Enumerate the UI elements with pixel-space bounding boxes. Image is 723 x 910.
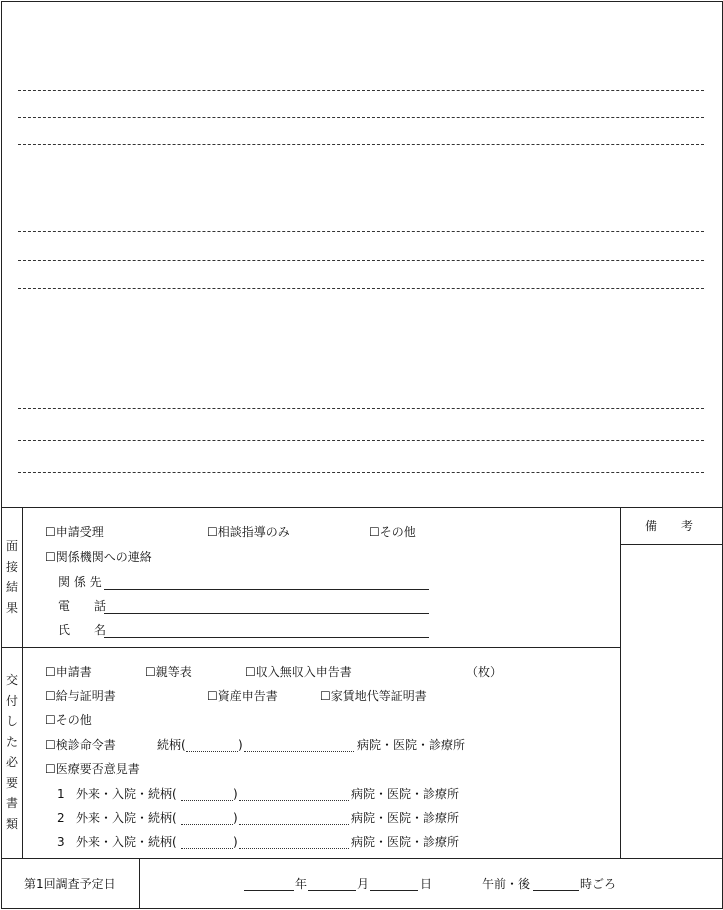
- opinion-hospital-types: 病院・医院・診療所: [351, 787, 460, 801]
- opinion-item-number: 2: [57, 811, 65, 825]
- exam-hospital-field[interactable]: [244, 751, 354, 752]
- opinion-relation-close: ): [233, 835, 238, 849]
- remarks-field[interactable]: [621, 545, 722, 858]
- agency-liaison-checkbox[interactable]: ☐ 関係機関への連絡: [45, 550, 152, 564]
- first-survey-date-label: 第1回調査予定日: [24, 877, 116, 891]
- note-line: [18, 440, 704, 441]
- opinion-relation-close: ): [233, 787, 238, 801]
- opinion-relation-field[interactable]: [181, 848, 233, 849]
- note-line: [18, 90, 704, 91]
- salary-certificate-checkbox[interactable]: ☐ 給与証明書: [45, 689, 116, 703]
- name-label: 氏 名: [58, 623, 107, 637]
- year-field[interactable]: [244, 890, 294, 891]
- divider: [1, 507, 723, 508]
- note-line: [18, 260, 704, 261]
- other-document-checkbox[interactable]: ☐ その他: [45, 713, 92, 727]
- divider: [22, 507, 23, 859]
- note-line: [18, 408, 704, 409]
- opinion-hospital-field[interactable]: [239, 800, 349, 801]
- year-label: 年: [295, 877, 308, 891]
- note-line: [18, 144, 704, 145]
- medical-opinion-checkbox[interactable]: ☐ 医療要否意見書: [45, 762, 140, 776]
- divider: [1, 647, 621, 648]
- remarks-heading: 備 考: [645, 519, 694, 533]
- am-pm-label: 午前・後: [482, 877, 531, 891]
- documents-heading: 交 付 し た 必 要 書 類: [5, 673, 18, 831]
- opinion-relation-field[interactable]: [181, 800, 233, 801]
- note-line: [18, 288, 704, 289]
- day-label: 日: [420, 877, 433, 891]
- opinion-hospital-field[interactable]: [239, 848, 349, 849]
- divider: [139, 858, 140, 909]
- exam-relation-field[interactable]: [186, 751, 238, 752]
- relatives-table-checkbox[interactable]: ☐ 親等表: [145, 665, 192, 679]
- hour-field[interactable]: [533, 890, 579, 891]
- opinion-item-text: 外来・入院・続柄(: [76, 811, 177, 825]
- interview-result-heading: 面 接 結 果: [5, 539, 18, 615]
- opinion-hospital-types: 病院・医院・診療所: [351, 835, 460, 849]
- month-field[interactable]: [308, 890, 356, 891]
- exam-relation-close: ): [238, 738, 243, 752]
- opinion-hospital-types: 病院・医院・診療所: [351, 811, 460, 825]
- day-field[interactable]: [370, 890, 418, 891]
- name-field[interactable]: [104, 637, 429, 638]
- phone-label: 電 話: [58, 599, 107, 613]
- consult-only-checkbox[interactable]: ☐ 相談指導のみ: [207, 525, 290, 539]
- contact-to-label: 関 係 先: [58, 575, 102, 589]
- exam-hospital-types: 病院・医院・診療所: [357, 738, 466, 752]
- exam-order-checkbox[interactable]: ☐ 検診命令書: [45, 738, 116, 752]
- rent-certificate-checkbox[interactable]: ☐ 家賃地代等証明書: [320, 689, 427, 703]
- other-result-checkbox[interactable]: ☐ その他: [369, 525, 416, 539]
- opinion-item-number: 1: [57, 787, 65, 801]
- opinion-item-text: 外来・入院・続柄(: [76, 787, 177, 801]
- application-form-checkbox[interactable]: ☐ 申請書: [45, 665, 92, 679]
- exam-relation-label: 続柄(: [157, 738, 186, 752]
- opinion-item-number: 3: [57, 835, 65, 849]
- opinion-hospital-field[interactable]: [239, 824, 349, 825]
- asset-report-checkbox[interactable]: ☐ 資産申告書: [207, 689, 278, 703]
- opinion-relation-field[interactable]: [181, 824, 233, 825]
- month-label: 月: [357, 877, 370, 891]
- time-suffix-label: 時ごろ: [580, 877, 617, 891]
- phone-field[interactable]: [104, 613, 429, 614]
- application-accepted-checkbox[interactable]: ☐ 申請受理: [45, 525, 104, 539]
- opinion-relation-close: ): [233, 811, 238, 825]
- note-line: [18, 117, 704, 118]
- divider: [1, 858, 723, 859]
- contact-to-field[interactable]: [104, 589, 429, 590]
- note-line: [18, 231, 704, 232]
- note-line: [18, 472, 704, 473]
- opinion-item-text: 外来・入院・続柄(: [76, 835, 177, 849]
- income-report-checkbox[interactable]: ☐ 収入無収入申告書: [245, 665, 352, 679]
- sheets-count-unit: （枚）: [466, 665, 503, 679]
